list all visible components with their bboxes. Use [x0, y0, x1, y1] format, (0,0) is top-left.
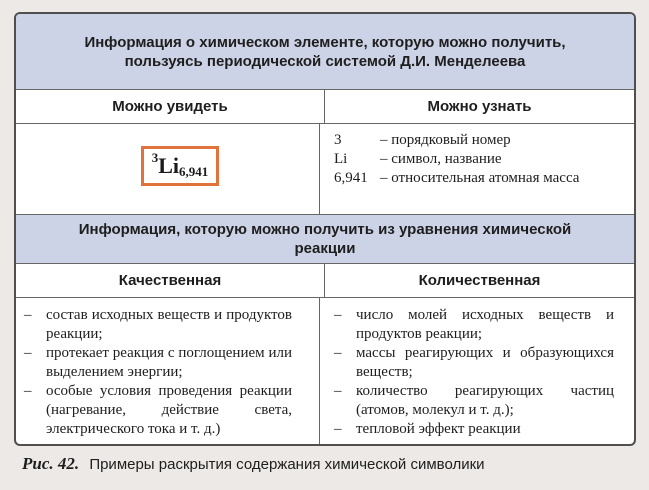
column-headers-row-2 — [16, 264, 634, 298]
legend-desc: – порядковый номер — [380, 132, 511, 148]
column-divider — [319, 298, 320, 446]
col-head-quantitative: Количественная — [418, 272, 541, 289]
list-item-text: массы реагирующих и образующихся веществ; — [356, 345, 614, 380]
list-dash: – — [334, 383, 342, 399]
list-dash: – — [24, 307, 32, 323]
info-table — [14, 12, 636, 446]
element-symbol: Li — [158, 153, 180, 178]
list-item — [24, 306, 292, 344]
figure-caption — [22, 454, 485, 474]
qualitative-list — [24, 306, 292, 439]
legend-key: 6,941 — [334, 170, 368, 186]
list-item-text: состав исходных веществ и продуктов реакции; — [46, 307, 292, 342]
list-item — [334, 344, 614, 382]
col-head-qualitative: Качественная — [16, 264, 325, 297]
list-item-text: тепловой эффект реакции — [356, 421, 521, 437]
list-dash: – — [334, 421, 342, 437]
header-periodic-info-text: Информация о химическом элементе, которую можно получить, пользуясь периодической системой Д.И. Менделеева — [84, 33, 566, 70]
header-periodic-info — [16, 14, 634, 90]
list-dash: – — [24, 383, 32, 399]
col-head-can-see: Можно увидеть — [16, 90, 325, 123]
list-item-text: протекает реакция с поглощением или выделением энергии; — [46, 345, 292, 380]
list-item-text: особые условия проведения реакции (нагревание, действие света, электрического тока и т. д.) — [46, 383, 292, 437]
legend-row — [334, 169, 579, 188]
legend-key: 3 — [334, 132, 342, 148]
column-divider — [319, 124, 320, 214]
list-dash: – — [24, 345, 32, 361]
legend-row — [334, 150, 579, 169]
col-head-can-learn: Можно узнать — [427, 98, 532, 115]
list-item-text: число молей исходных веществ и продуктов реакции; — [356, 307, 614, 342]
figure-caption-text: Примеры раскрытия содержания химической символики — [89, 456, 485, 473]
element-legend — [334, 131, 579, 188]
quantitative-list — [334, 306, 614, 439]
list-item-text: количество реагирующих частиц (атомов, молекул и т. д.); — [356, 383, 614, 418]
element-mass: 6,941 — [179, 164, 209, 179]
list-item — [24, 382, 292, 439]
element-number: 3 — [151, 150, 159, 165]
legend-desc: – относительная атомная масса — [380, 170, 580, 186]
element-symbol-box — [141, 146, 219, 186]
list-item — [334, 306, 614, 344]
list-item — [334, 420, 614, 439]
list-item — [334, 382, 614, 420]
legend-desc: – символ, название — [380, 151, 502, 167]
header-reaction-info-text: Информация, которую можно получить из уравнения химической реакции — [78, 221, 572, 257]
column-headers-row-1 — [16, 90, 634, 124]
list-dash: – — [334, 345, 342, 361]
list-item — [24, 344, 292, 382]
list-dash: – — [334, 307, 342, 323]
legend-row — [334, 131, 579, 150]
header-reaction-info — [16, 214, 634, 264]
figure-label: Рис. 42. — [22, 454, 80, 473]
legend-key: Li — [334, 151, 348, 167]
